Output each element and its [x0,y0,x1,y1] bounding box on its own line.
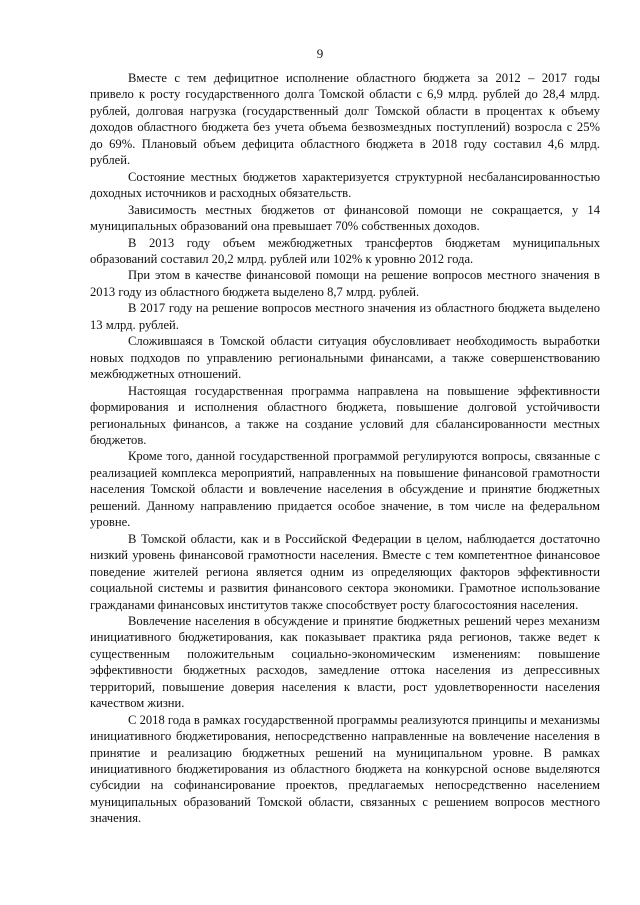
paragraph-program-goals: Настоящая государственная программа направлена на повышение эффективности формирования и исполнения областного бюджета, повышение долговой устойчивости региональных финансов, а также на создание условий для сбалансированности местных бюджетов. [90,383,600,447]
paragraph-local-budgets-state: Состояние местных бюджетов характеризуется структурной несбалансированностью доходных источников и расходных обязательств. [90,169,600,201]
paragraph-program-2018: С 2018 года в рамках государственной программы реализуются принципы и механизмы инициативного бюджетирования, непосредственно направленные на вовлечение населения в принятие и реализацию бюджетных решений на муниципальном уровне. В рамках инициативного бюджетирования из областного бюджета на конкурсной основе выделяются субсидии на софинансирование проектов, предлагаемых непосредственно населением муниципальных образований Томской области, связанных с решением вопросов местного значения. [90,712,600,826]
body-text [90,70,600,827]
page-number: 9 [316,46,324,61]
paragraph-new-approaches: Сложившаяся в Томской области ситуация обусловливает необходимость выработки новых подходов по управлению региональными финансами, а также совершенствованию межбюджетных отношений. [90,334,600,382]
paragraph-transfers-2013: В 2013 году объем межбюджетных трансфертов бюджетам муниципальных образований составил 20,2 млрд. рублей или 102% к уровню 2012 года. [90,235,600,266]
paragraph-initiative-budgeting: Вовлечение населения в обсуждение и принятие бюджетных решений через механизм инициативного бюджетирования, как показывает практика ряда регионов, также ведет к существенным положительным социально-экономическим изменениям: повышение эффективности бюджетных расходов, замедление оттока населения из депрессивных территорий, повышение доверия населения к власти, рост удовлетворенности населения качеством жизни. [90,613,600,711]
paragraph-literacy-level: В Томской области, как и в Российской Федерации в целом, наблюдается достаточно низкий уровень финансовой грамотности населения. Вместе с тем компетентное финансовое поведение жителей региона является одним из определяющих факторов эффективности социальной системы и развития финансового сектора экономики. Грамотное использование гражданами финансовых институтов также способствует росту благосостояния населения. [90,531,600,612]
paragraph-financial-aid-2013: При этом в качестве финансовой помощи на решение вопросов местного значения в 2013 году из областного бюджета выделено 8,7 млрд. рублей. [90,268,600,299]
paragraph-state-debt: Вместе с тем дефицитное исполнение областного бюджета за 2012 – 2017 годы привело к росту государственного долга Томской области с 6,9 млрд. рублей до 28,4 млрд. рублей, долговая нагрузка (государственный долг Томской области в процентах к объему доходов областного бюджета без учета объема безвозмездных поступлений) возросла с 25% до 69%. Плановый объем дефицита областного бюджета в 2018 году составил 4,6 млрд. рублей. [90,71,600,168]
paragraph-local-issues-2017: В 2017 году на решение вопросов местного значения из областного бюджета выделено 13 млрд. рублей. [90,301,600,332]
paragraph-financial-literacy: Кроме того, данной государственной программой регулируются вопросы, связанные с реализацией комплекса мероприятий, направленных на повышение финансовой грамотности населения Томской области и вовлечение населения в обсуждение и принятие бюджетных решений. Данному направлению придается особое значение, в том числе на федеральном уровне. [90,449,600,530]
paragraph-financial-dependence: Зависимость местных бюджетов от финансовой помощи не сокращается, у 14 муниципальных образований она превышает 70% собственных доходов. [90,202,600,234]
